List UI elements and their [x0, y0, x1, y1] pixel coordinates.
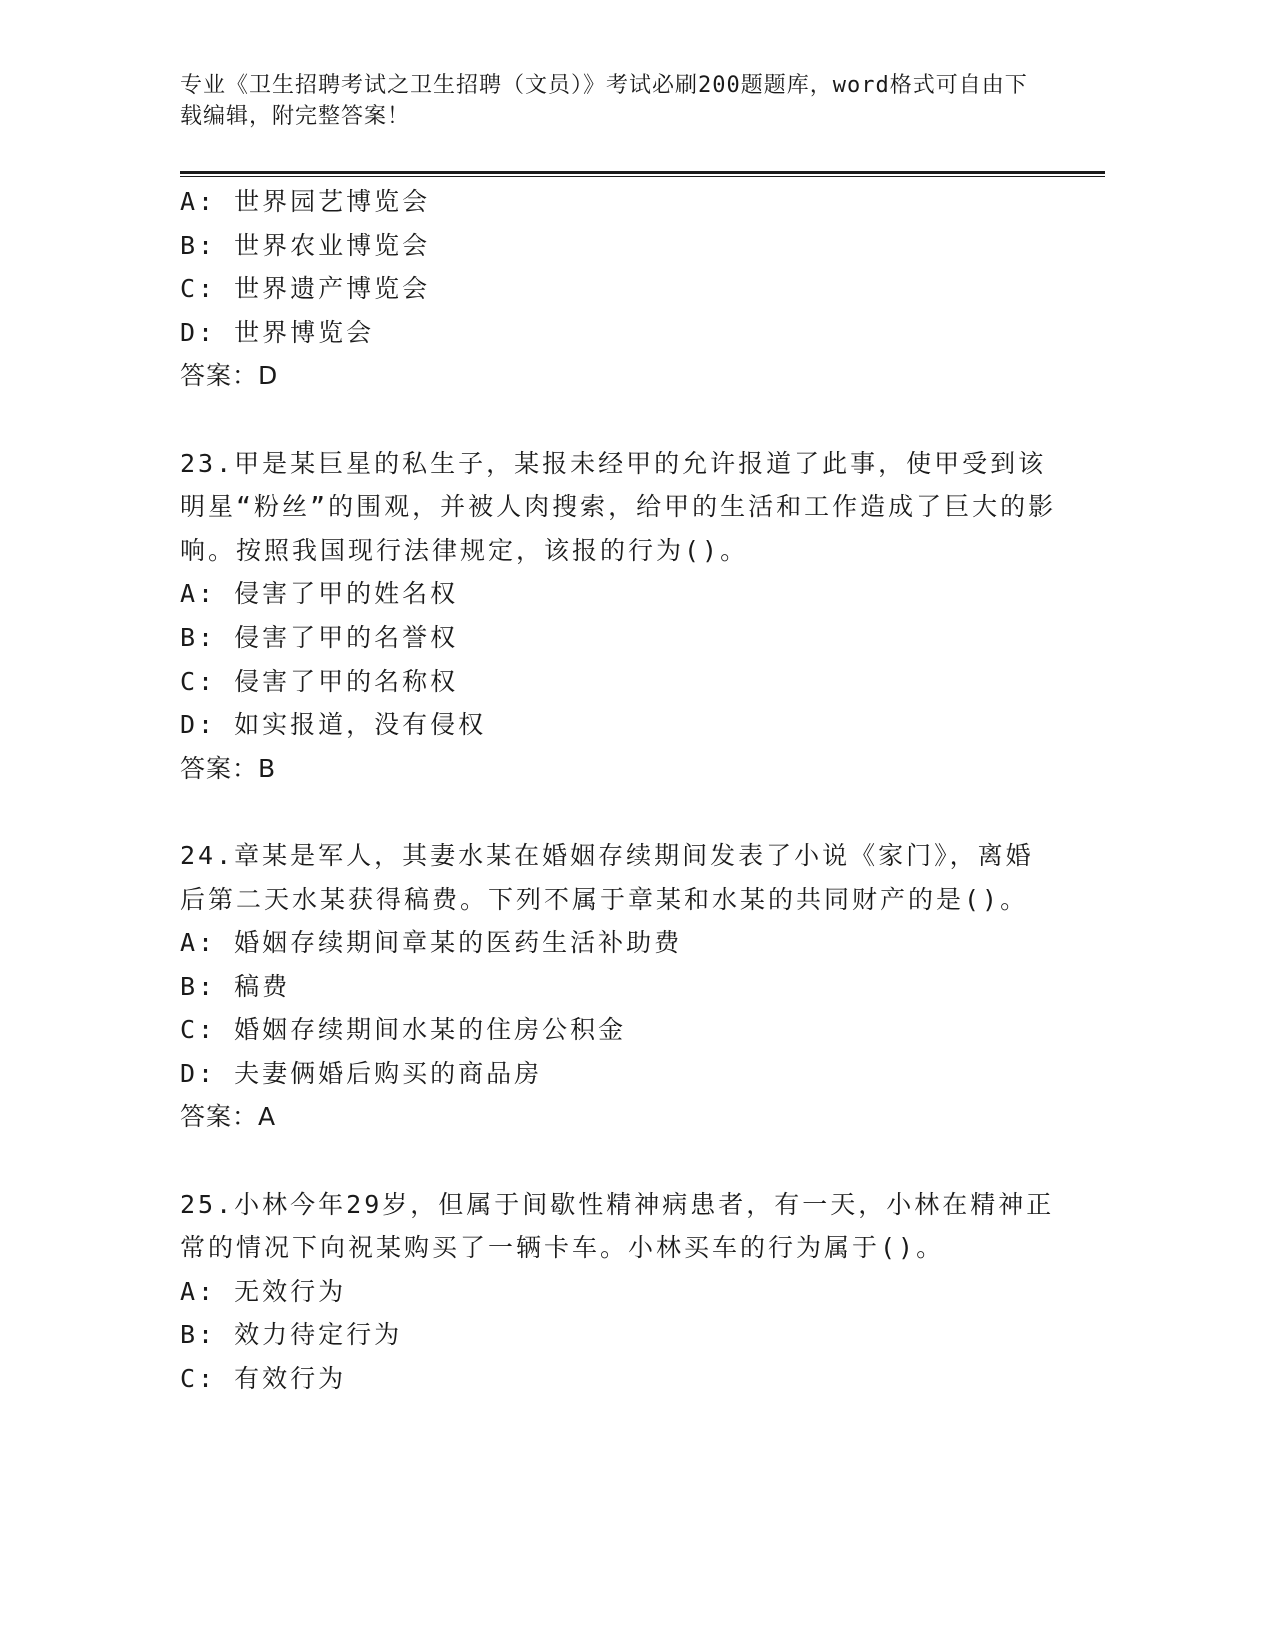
- option-a: A: 侵害了甲的姓名权: [180, 579, 459, 609]
- option-d: D: 夫妻俩婚后购买的商品房: [180, 1058, 543, 1088]
- question-stem: 23.甲是某巨星的私生子，某报未经甲的允许报道了此事，使甲受到该明星“粉丝”的围观，并被人肉搜索，给甲的生活和工作造成了巨大的影响。按照我国现行法律规定，该报的行为()。: [180, 448, 1057, 565]
- spacer: [180, 398, 1060, 442]
- answer-line: 答案：A: [180, 1102, 277, 1132]
- question-stem: 25.小林今年29岁，但属于间歇性精神病患者，有一天，小林在精神正常的情况下向祝某购买了一辆卡车。小林买车的行为属于()。: [180, 1189, 1055, 1263]
- option-b: B: 世界农业博览会: [180, 230, 431, 260]
- option-d: D: 世界博览会: [180, 317, 375, 347]
- document-header: 专业《卫生招聘考试之卫生招聘（文员）》考试必刷200题题库，word格式可自由下载编辑，附完整答案！: [180, 73, 1028, 129]
- option-b: B: 稿费: [180, 971, 291, 1001]
- spacer: [180, 790, 1060, 834]
- answer-line: 答案：B: [180, 753, 277, 783]
- answer-line: 答案：D: [180, 361, 279, 391]
- question-25: [180, 1183, 1060, 1401]
- option-a: A: 无效行为: [180, 1276, 347, 1306]
- option-a: A: 婚姻存续期间章某的医药生活补助费: [180, 928, 683, 958]
- spacer: [180, 1139, 1060, 1183]
- question-23: [180, 442, 1060, 791]
- option-b: B: 侵害了甲的名誉权: [180, 622, 459, 652]
- carryover-question: [180, 180, 1060, 398]
- header-rule-thick: [180, 171, 1105, 174]
- option-b: B: 效力待定行为: [180, 1320, 403, 1350]
- option-a: A: 世界园艺博览会: [180, 187, 431, 216]
- question-stem: 24.章某是军人，其妻水某在婚姻存续期间发表了小说《家门》，离婚后第二天水某获得稿费。下列不属于章某和水某的共同财产的是()。: [180, 840, 1034, 914]
- option-c: C: 有效行为: [180, 1364, 347, 1394]
- option-c: C: 婚姻存续期间水某的住房公积金: [180, 1015, 627, 1045]
- option-d: D: 如实报道，没有侵权: [180, 710, 487, 740]
- question-content: [180, 180, 1060, 1401]
- option-c: C: 世界遗产博览会: [180, 274, 431, 304]
- option-c: C: 侵害了甲的名称权: [180, 666, 459, 696]
- question-24: [180, 834, 1060, 1139]
- header-rule-thin: [180, 176, 1105, 177]
